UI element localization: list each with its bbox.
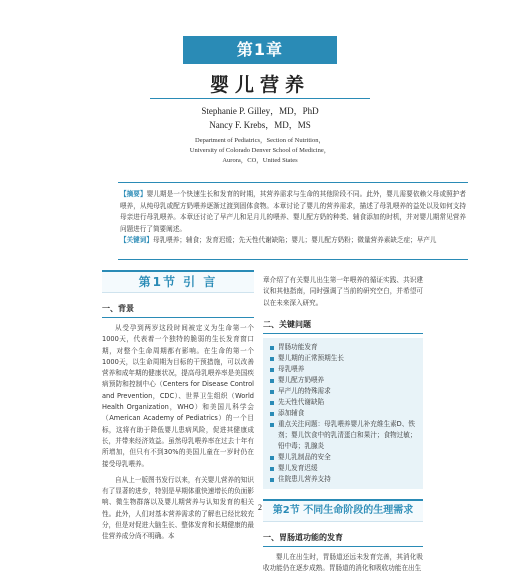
author-2: Nancy F. Krebs，MD，MS [209, 120, 311, 130]
list-item: 早产儿的特殊需求 [269, 386, 418, 397]
affiliation-line-2: University of Colorado Denver School of Medicine， [189, 147, 331, 154]
list-item: 婴儿期的正常预期生长 [269, 353, 418, 364]
affiliation-line-1: Department of Pediatrics，Section of Nutrition， [195, 137, 325, 144]
paragraph-continued: 章介绍了有关婴儿出生第一年喂养的循证实践、共识建议和其他指南，同时强调了当前的研究空白，并希望可以在未来深入研究。 [263, 276, 423, 307]
list-item: 婴儿发育迟缓 [269, 463, 418, 474]
keywords-label: 【关键词】 [120, 236, 153, 244]
section-2-heading: 第2节 不同生命阶段的生理需求 [263, 499, 423, 522]
subhead-gi-development: 一、胃肠道功能的发育 [263, 532, 423, 547]
list-item: 添加辅食 [269, 408, 418, 419]
subhead-key-issues: 二、关键问题 [263, 319, 423, 334]
chapter-banner: 第1章 [183, 36, 337, 64]
title-divider [150, 98, 370, 99]
chapter-title: 婴儿营养 [209, 74, 310, 96]
paragraph-2: 自从上一版图书发行以来，有关婴儿营养的知识有了显著的进步，特别是早期体重快速增长的负面影响、微生物群落以及婴儿期营养与认知发育的相关性。此外，人们对基本营养需求的了解也已经比较充分，但是对促进大脑生长、整体发育和长期健康的最佳营养成分尚不明确。本 [102, 475, 254, 541]
list-item: 胃肠功能发育 [269, 342, 418, 353]
paragraph-1: 从受孕到两岁这段时间被定义为生命第一个1000天，代表着一个独特的脆弱的生长发育窗口期，对整个生命周期都有影响。在生命的第一个1000天，以生命周期为目标的干预措施，可以改善营养和成年期的健康状况，提高母乳喂养率是美国疾病预防和控制中心（Centers for Disease Control and Prevention，CDC）、世界卫生组织（World Health Organization，WHO）和美国儿科学会（American Academy of Pediatrics）的一个目标，这将有助于降低婴儿患病风险，促进其健康成长，并带来经济效益。虽然母乳喂养率在过去十年有所增加，但只有不到30%的美国儿童在一岁时仍在接受母乳喂养。 [102, 324, 254, 468]
abstract-text: 婴儿期是一个快速生长和发育的时期，其营养需求与生命的其他阶段不同。此外，婴儿需要依赖父母或照护者喂养，从纯母乳或配方奶喂养逐渐过渡到固体食物。本章讨论了婴儿的营养需求，描述了母乳喂养的益处以及如何支持母亲进行母乳喂养。本章还讨论了早产儿和足月儿的喂养、婴儿配方奶的种类、辅食添加的时机，并对婴儿期常见营养问题进行了简要阐述。 [120, 190, 467, 233]
abstract-box [118, 182, 468, 260]
abstract-label: 【摘要】 [120, 190, 147, 198]
list-item: 母乳喂养 [269, 364, 418, 375]
right-column [263, 270, 423, 574]
list-item: 住院患儿营养支持 [269, 474, 418, 485]
section-1-heading: 第1节 引 言 [102, 270, 254, 293]
list-item: 重点关注问题：母乳喂养婴儿补充维生素D、铁剂；婴儿饮食中的乳清蛋白和果汁；食物过敏；铅中毒；乳腺炎 [269, 419, 418, 452]
key-issues-list [263, 338, 423, 489]
list-item: 婴儿乳制品的安全 [269, 452, 418, 463]
paragraph-3: 婴儿在出生时，胃肠道还远未发育完善，其消化吸收功能仍在逐步成熟。胃肠道的消化和吸收功能在出生 [263, 552, 423, 573]
affiliation-line-3: Aurora，CO，United States [222, 157, 298, 164]
left-column [102, 270, 254, 543]
list-item: 婴儿配方奶喂养 [269, 375, 418, 386]
page-number: 2 [258, 503, 262, 512]
subhead-background: 一、背景 [102, 303, 254, 318]
author-1: Stephanie P. Gilley，MD，PhD [201, 106, 319, 116]
keywords-text: 母乳喂养；辅食；发育迟缓；先天性代谢缺陷；婴儿；婴儿配方奶粉；微量营养素缺乏症；早产儿 [152, 236, 437, 244]
list-item: 先天性代谢缺陷 [269, 397, 418, 408]
